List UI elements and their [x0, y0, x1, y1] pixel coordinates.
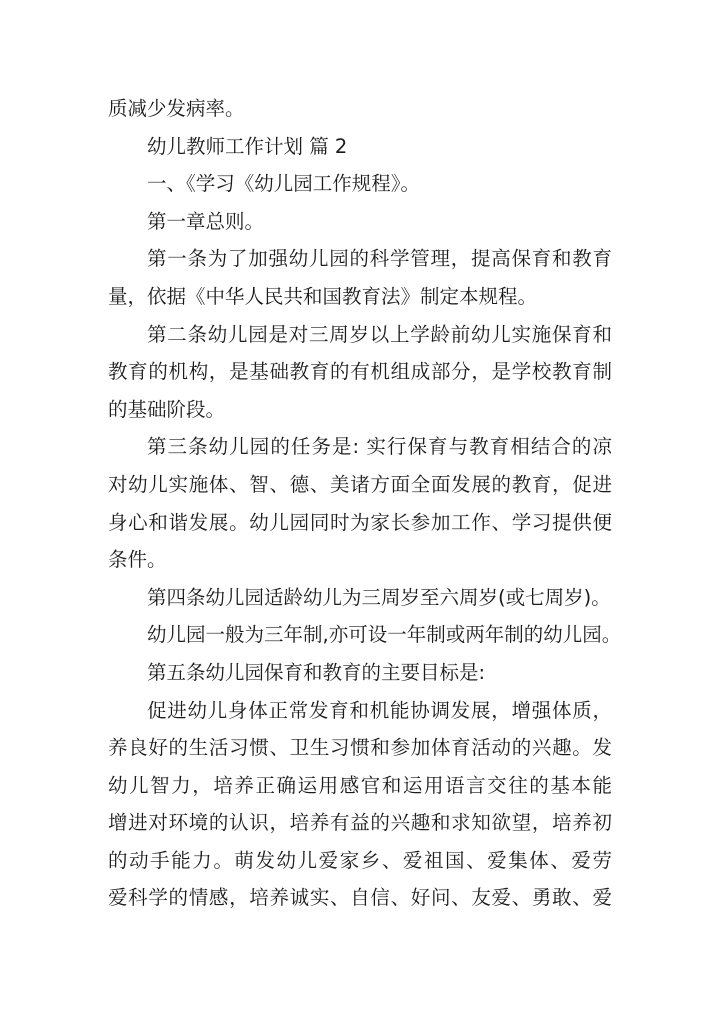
text-line: 质减少发病率。 — [108, 97, 245, 120]
document-body — [108, 90, 622, 917]
text-line: 第四条幼儿园适龄幼儿为三周岁至六周岁(或七周岁)。 — [147, 585, 611, 609]
text-line: 对幼儿实施体、智、德、美诸方面全面发展的教育，促进 — [108, 472, 612, 496]
text-line: 身心和谐发展。幼儿园同时为家长参加工作、学习提供便 — [108, 510, 612, 534]
text-line: 第一条为了加强幼儿园的科学管理，提高保育和教育 — [147, 247, 612, 271]
text-line: 第一章总则。 — [147, 209, 265, 233]
text-line: 幼儿园一般为三年制,亦可设一年制或两年制的幼儿园。 — [147, 623, 622, 647]
text-line: 幼儿教师工作计划 篇 2 — [147, 134, 348, 158]
text-line: 养良好的生活习惯、卫生习惯和参加体育活动的兴趣。发 — [108, 736, 612, 760]
text-line: 幼儿智力，培养正确运用感官和运用语言交往的基本能 — [108, 773, 612, 797]
text-line: 增进对环境的认识，培养有益的兴趣和求知欲望，培养初 — [108, 811, 612, 835]
text-line: 爱科学的情感，培养诚实、自信、好问、友爱、勇敢、爱 — [108, 886, 612, 910]
text-line: 的基础阶段。 — [108, 397, 226, 421]
text-line: 第三条幼儿园的任务是: 实行保育与教育相结合的凉 — [147, 435, 612, 459]
text-line: 的动手能力。萌发幼儿爱家乡、爱祖国、爱集体、爱劳 — [108, 848, 612, 872]
text-line: 条件。 — [108, 548, 167, 572]
text-line: 量，依据《中华人民共和国教育法》制定本规程。 — [108, 284, 538, 308]
text-line: 第二条幼儿园是对三周岁以上学龄前幼儿实施保育和 — [147, 322, 612, 346]
text-line: 一、《学习《幼儿园工作规程》。 — [147, 172, 421, 196]
text-line: 第五条幼儿园保育和教育的主要目标是: — [147, 660, 486, 684]
text-line: 促进幼儿身体正常发育和机能协调发展，增强体质， — [147, 698, 612, 722]
text-line: 教育的机构，是基础教育的有机组成部分，是学校教育制 — [108, 360, 612, 384]
